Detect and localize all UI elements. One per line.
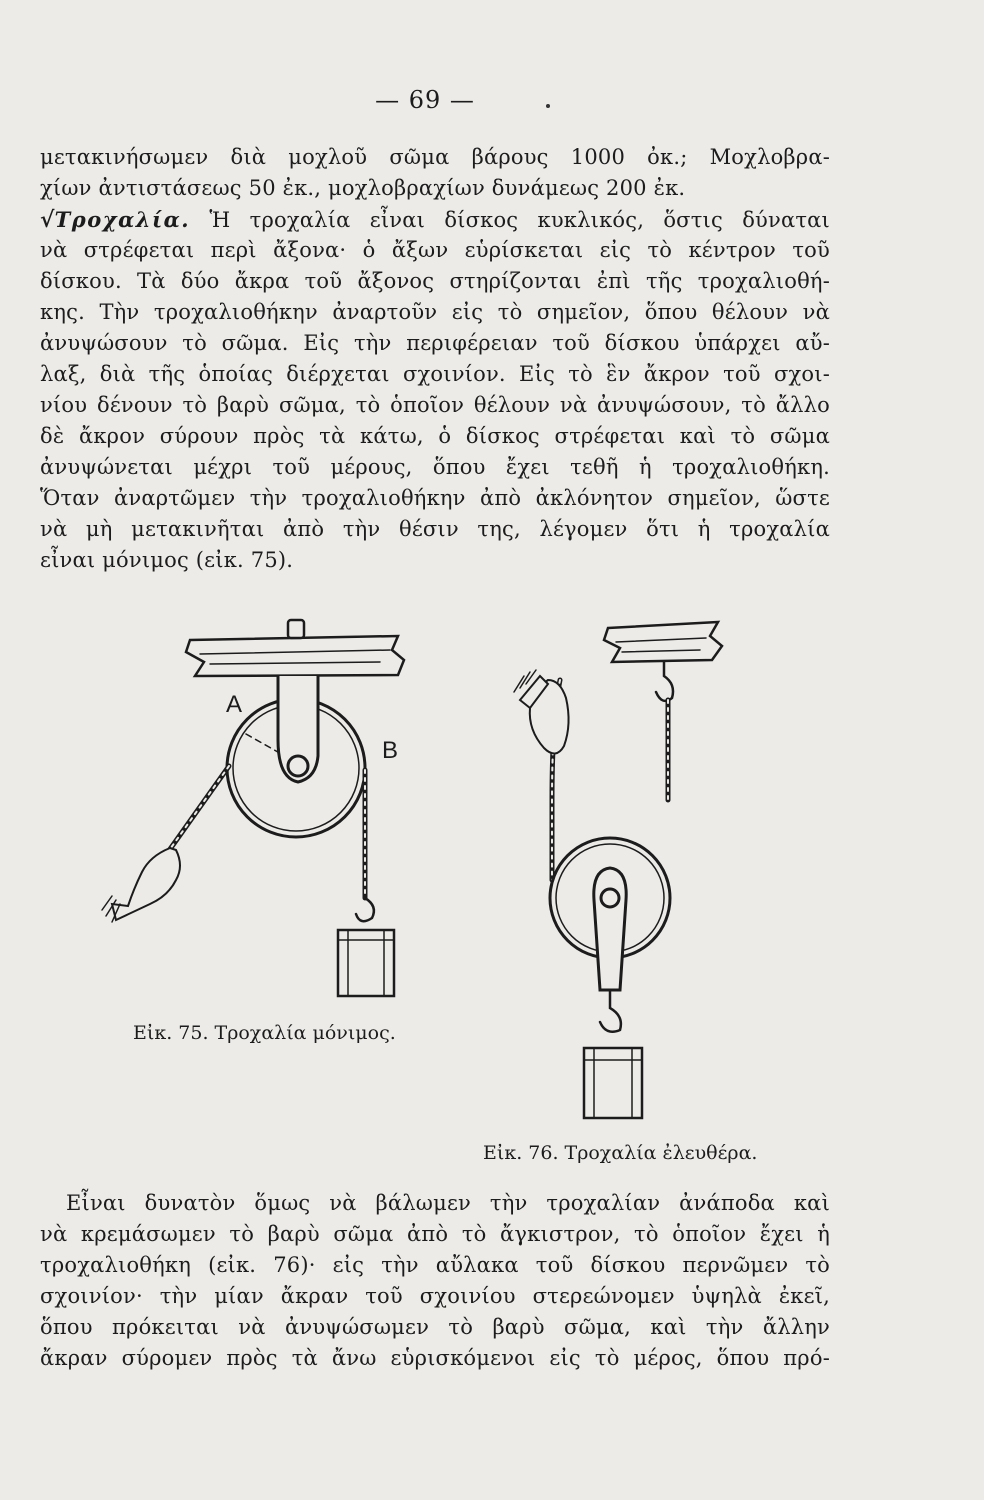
text-line: ὅπου πρόκειται νὰ ἀνυψώσωμεν τὸ βαρὺ σῶμα, καὶ τὴν ἄλλην <box>40 1315 830 1339</box>
text-line: Εἶναι δυνατὸν ὅμως νὰ βάλωμεν τὴν τροχαλίαν ἀνάποδα καὶ <box>66 1191 830 1215</box>
text-line: Ἡ τροχαλία εἶναι δίσκος κυκλικός, ὅστις δύναται <box>209 208 830 232</box>
text-line: ἄκραν σύρομεν πρὸς τὰ ἄνω εὑρισκόμενοι εἰς τὸ μέρος, ὅπου πρό- <box>40 1346 830 1370</box>
text-line: μετακινήσωμεν διὰ μοχλοῦ σῶμα βάρους 1000 ὀκ.; Μοχλοβρα- <box>40 145 830 169</box>
figure-76-caption: Εἰκ. 76. Τροχαλία ἐλευθέρα. <box>483 1142 758 1164</box>
text-line: σχοινίον· τὴν μίαν ἄκραν τοῦ σχοινίου στερεώνομεν ὑψηλὰ ἐκεῖ, <box>40 1284 830 1308</box>
text-line: δίσκου. Τὰ δύο ἄκρα τοῦ ἄξονος στηρίζονται ἐπὶ τῆς τροχαλιοθή- <box>40 269 830 293</box>
label-a: A <box>226 691 243 718</box>
text-line: τροχαλιοθήκη (εἰκ. 76)· εἰς τὴν αὔλακα τοῦ δίσκου περνῶμεν τὸ <box>40 1253 830 1277</box>
text-line: ἀνυψώνεται μέχρι τοῦ μέρους, ὅπου ἔχει τεθῆ ἡ τροχαλιοθήκη. <box>40 455 830 479</box>
text-line: Ὅταν ἀναρτῶμεν τὴν τροχαλιοθήκην ἀπὸ ἀκλόνητον σημεῖον, ὥστε <box>40 486 830 510</box>
text-line: ἀνυψώσουν τὸ σῶμα. Εἰς τὴν περιφέρειαν τοῦ δίσκου ὑπάρχει αὔ- <box>40 331 830 355</box>
text-line: νὰ μὴ μετακινῆται ἀπὸ τὴν θέσιν της, λέγομεν ὅτι ἡ τροχαλία <box>40 517 830 541</box>
check-mark: √ <box>40 207 55 233</box>
text-line: νὰ κρεμάσωμεν τὸ βαρὺ σῶμα ἀπὸ τὸ ἄγκιστρον, τὸ ὁποῖον ἔχει ἡ <box>40 1222 830 1246</box>
text-line: κης. Τὴν τροχαλιοθήκην ἀναρτοῦν εἰς τὸ σημεῖον, ὅπου θέλουν νὰ <box>40 300 830 324</box>
section-heading: Τροχαλία. <box>54 207 191 232</box>
page-number: — 69 — <box>375 86 475 114</box>
text-line: χίων ἀντιστάσεως 50 ἐκ., μοχλοβραχίων δυνάμεως 200 ἐκ. <box>40 176 686 200</box>
text-line: δὲ ἄκρον σύρουν πρὸς τὰ κάτω, ὁ δίσκος στρέφεται καὶ τὸ σῶμα <box>40 424 830 448</box>
text-line: εἶναι μόνιμος (εἰκ. 75). <box>40 548 294 572</box>
figure-75-caption: Εἰκ. 75. Τροχαλία μόνιμος. <box>133 1022 396 1044</box>
text-line: νὰ στρέφεται περὶ ἄξονα· ὁ ἄξων εὑρίσκεται εἰς τὸ κέντρον τοῦ <box>40 238 830 262</box>
text-line: λαξ, διὰ τῆς ὁποίας διέρχεται σχοινίον. Εἰς τὸ ἓν ἄκρον τοῦ σχοι- <box>40 362 830 386</box>
label-b: B <box>382 737 399 764</box>
bottom-paragraph <box>40 1188 830 1374</box>
text-line: νίου δένουν τὸ βαρὺ σῶμα, τὸ ὁποῖον θέλουν νὰ ἀνυψώσουν, τὸ ἄλλο <box>40 393 830 417</box>
fixed-pulley-figure <box>102 620 404 996</box>
free-pulley-figure <box>514 622 722 1118</box>
